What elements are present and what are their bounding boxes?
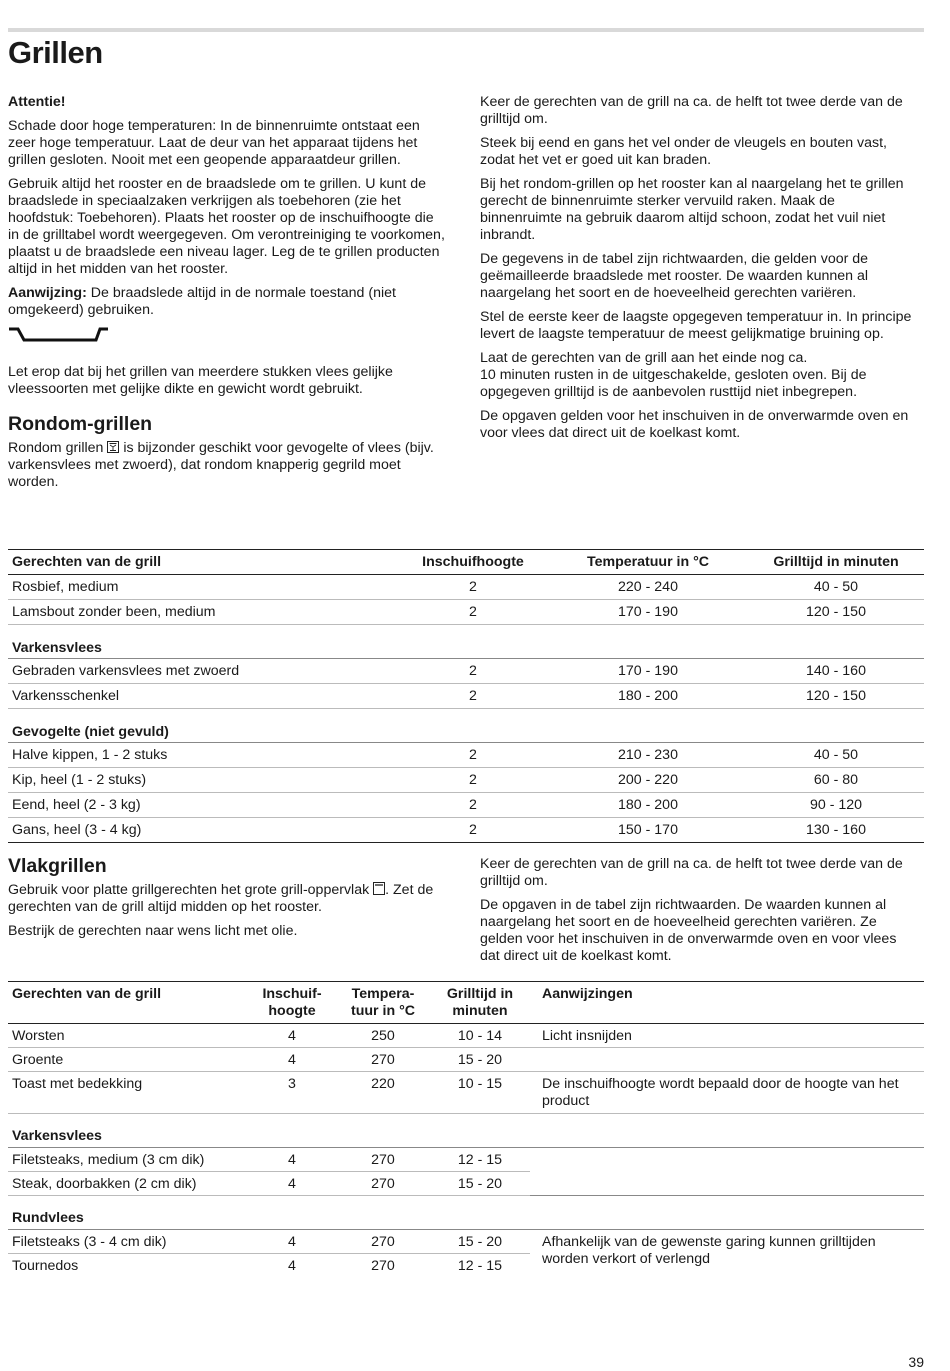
cell-dish: Steak, doorbakken (2 cm dik) bbox=[8, 1172, 248, 1196]
oven-info-text: De opgaven gelden voor het inschuiven in de onverwarmde oven en voor vlees dat direct uit de koelkast komt. bbox=[480, 408, 909, 441]
cell-dish: Filetsteaks, medium (3 cm dik) bbox=[8, 1148, 248, 1172]
cell-dish: Toast met bedekking bbox=[8, 1072, 248, 1114]
table-row bbox=[8, 659, 924, 684]
cell-height: 2 bbox=[398, 743, 548, 768]
cell-height: 4 bbox=[248, 1148, 336, 1172]
table-header-row bbox=[8, 982, 924, 1024]
col-header-notes: Aanwijzingen bbox=[530, 982, 924, 1024]
cell-temperature: 170 - 190 bbox=[548, 600, 748, 625]
cell-temperature: 270 bbox=[336, 1172, 430, 1196]
cell-temperature: 180 - 200 bbox=[548, 684, 748, 709]
note-text: De braadslede altijd in de normale toestand (niet omgekeerd) gebruiken. bbox=[8, 285, 396, 318]
note-label: Aanwijzing: bbox=[8, 285, 87, 301]
cell-height: 2 bbox=[398, 793, 548, 818]
col-header-dish: Gerechten van de grill bbox=[8, 550, 398, 575]
table-header-row bbox=[8, 550, 924, 575]
col-header-time: Grilltijd in minuten bbox=[430, 982, 530, 1024]
cell-height: 4 bbox=[248, 1024, 336, 1048]
cell-temperature: 220 bbox=[336, 1072, 430, 1114]
col-header-height: Inschuif- hoogte bbox=[248, 982, 336, 1024]
cell-time: 12 - 15 bbox=[430, 1148, 530, 1172]
cell-time: 15 - 20 bbox=[430, 1230, 530, 1254]
cell-dish: Groente bbox=[8, 1048, 248, 1072]
cell-height: 2 bbox=[398, 575, 548, 600]
cell-dish: Worsten bbox=[8, 1024, 248, 1048]
warning-text: Schade door hoge temperaturen: In de binnenruimte ontstaat een zeer hoge temperatuur. Laat de deur van het apparaat tijdens het grillen gesloten. Nooit met een geopende apparaatdeur grillen. bbox=[8, 118, 420, 168]
cell-notes-empty bbox=[530, 1148, 924, 1196]
cell-temperature: 220 - 240 bbox=[548, 575, 748, 600]
grill-table bbox=[8, 549, 924, 843]
cell-height: 2 bbox=[398, 659, 548, 684]
cell-notes: Licht insnijden bbox=[530, 1024, 924, 1048]
col-header-temperature: Tempera- tuur in °C bbox=[336, 982, 430, 1024]
right-column bbox=[480, 94, 920, 449]
temperature-advice-text: Stel de eerste keer de laagste opgegeven temperatuur in. In principe levert de laagste temperatuur de meest gelijkmatige bruining op. bbox=[480, 309, 912, 342]
table-row bbox=[8, 743, 924, 768]
cell-dish: Varkensschenkel bbox=[8, 684, 398, 709]
cell-temperature: 270 bbox=[336, 1048, 430, 1072]
rondom-grill-icon bbox=[107, 441, 119, 453]
vlak-text-b: . Zet de gerechten van de grill altijd midden op het rooster. bbox=[8, 882, 434, 915]
vlak-guide-values: De opgaven in de tabel zijn richtwaarden. De waarden kunnen al naargelang het soort en de hoeveelheid gerechten variëren. Ze gelden voor het inschuiven in de onverwarmde oven en voor vlees dat direct uit de koelkast komt. bbox=[480, 897, 897, 964]
cell-time: 15 - 20 bbox=[430, 1048, 530, 1072]
table-row bbox=[8, 600, 924, 625]
cell-dish: Eend, heel (2 - 3 kg) bbox=[8, 793, 398, 818]
cell-temperature: 200 - 220 bbox=[548, 768, 748, 793]
table-row bbox=[8, 1230, 924, 1254]
table-row bbox=[8, 575, 924, 600]
vlak-left-column bbox=[8, 854, 448, 947]
left-column bbox=[8, 94, 448, 498]
table-row bbox=[8, 1072, 924, 1114]
cell-time: 120 - 150 bbox=[748, 684, 924, 709]
cell-time: 60 - 80 bbox=[748, 768, 924, 793]
baking-tray-icon bbox=[8, 326, 110, 346]
cell-height: 4 bbox=[248, 1172, 336, 1196]
cell-temperature: 210 - 230 bbox=[548, 743, 748, 768]
table-row bbox=[8, 1024, 924, 1048]
vlak-turn-advice: Keer de gerechten van de grill na ca. de helft tot twee derde van de grilltijd om. bbox=[480, 856, 903, 889]
note-paragraph bbox=[8, 285, 448, 319]
cell-temperature: 250 bbox=[336, 1024, 430, 1048]
table-row bbox=[8, 1148, 924, 1172]
guide-values-text: De gegevens in de tabel zijn richtwaarden, die gelden voor de geëmailleerde braadslede met rooster. De waarden kunnen al naargelang het soort en de hoeveelheid gerechten variëren. bbox=[480, 251, 869, 301]
table-row bbox=[8, 1048, 924, 1072]
col-header-temperature: Temperatuur in °C bbox=[548, 550, 748, 575]
table-row bbox=[8, 684, 924, 709]
meat-advice-text: Let erop dat bij het grillen van meerdere stukken vlees gelijke vleessoorten met gelijke dikte en gewicht wordt gebruikt. bbox=[8, 364, 393, 397]
cell-height: 2 bbox=[398, 684, 548, 709]
rondom-heading: Rondom-grillen bbox=[8, 413, 153, 435]
vlak-text bbox=[8, 882, 448, 916]
cell-time: 140 - 160 bbox=[748, 659, 924, 684]
cell-notes bbox=[530, 1048, 924, 1072]
cell-dish: Gans, heel (3 - 4 kg) bbox=[8, 818, 398, 843]
cell-height: 4 bbox=[248, 1230, 336, 1254]
cell-dish: Halve kippen, 1 - 2 stuks bbox=[8, 743, 398, 768]
table-row bbox=[8, 793, 924, 818]
page-number: 39 bbox=[908, 1354, 924, 1370]
cell-notes: Afhankelijk van de gewenste garing kunnen grilltijden worden verkort of verlengd bbox=[542, 1234, 876, 1267]
rondom-text-a: Rondom grillen bbox=[8, 440, 108, 456]
group-row bbox=[8, 625, 924, 659]
group-label-poultry: Gevogelte (niet gevuld) bbox=[8, 709, 924, 743]
cell-dish: Rosbief, medium bbox=[8, 575, 398, 600]
cell-height: 2 bbox=[398, 768, 548, 793]
surface-grill-table bbox=[8, 981, 924, 1278]
surface-grill-icon bbox=[373, 882, 385, 895]
group-row bbox=[8, 1196, 924, 1230]
cell-time: 12 - 15 bbox=[457, 1258, 503, 1274]
cell-temperature: 180 - 200 bbox=[548, 793, 748, 818]
cell-notes: De inschuifhoogte wordt bepaald door de hoogte van het product bbox=[530, 1072, 924, 1114]
oil-advice-text: Bestrijk de gerechten naar wens licht met olie. bbox=[8, 923, 298, 939]
cell-time: 130 - 160 bbox=[748, 818, 924, 843]
rondom-text bbox=[8, 440, 448, 491]
group-row bbox=[8, 1114, 924, 1148]
rest-advice-b: 10 minuten rusten in de uitgeschakelde, gesloten oven. Bij de opgegeven grilltijd is de aanbevolen rusttijd niet inbegrepen. bbox=[480, 367, 867, 400]
cell-temperature: 150 - 170 bbox=[548, 818, 748, 843]
poultry-advice-text: Steek bij eend en gans het vel onder de vleugels en bouten vast, zodat het vet er goed uit kan braden. bbox=[480, 135, 887, 168]
cell-dish: Kip, heel (1 - 2 stuks) bbox=[8, 768, 398, 793]
cell-temperature: 170 - 190 bbox=[548, 659, 748, 684]
cell-time: 40 - 50 bbox=[748, 743, 924, 768]
cell-time: 15 - 20 bbox=[430, 1172, 530, 1196]
cell-height: 2 bbox=[398, 818, 548, 843]
cell-height: 4 bbox=[288, 1258, 296, 1274]
rest-advice-a: Laat de gerechten van de grill aan het einde nog ca. bbox=[480, 350, 808, 366]
cell-dish: Tournedos bbox=[12, 1258, 79, 1274]
cell-temperature: 270 bbox=[336, 1148, 430, 1172]
table-row bbox=[8, 818, 924, 843]
turn-advice-text: Keer de gerechten van de grill na ca. de helft tot twee derde van de grilltijd om. bbox=[480, 94, 903, 127]
group-label-pork: Varkensvlees bbox=[8, 1114, 924, 1148]
group-row bbox=[8, 709, 924, 743]
top-rule bbox=[8, 28, 924, 32]
attention-heading: Attentie! bbox=[8, 94, 66, 110]
cell-dish: Lamsbout zonder been, medium bbox=[8, 600, 398, 625]
cell-dish: Gebraden varkensvlees met zwoerd bbox=[8, 659, 398, 684]
table-row bbox=[8, 768, 924, 793]
cell-time: 90 - 120 bbox=[748, 793, 924, 818]
vlak-heading: Vlakgrillen bbox=[8, 855, 107, 877]
cell-dish: Filetsteaks (3 - 4 cm dik) bbox=[8, 1230, 248, 1254]
grill-usage-text: Gebruik altijd het rooster en de braadslede om te grillen. U kunt de braadslede in speciaalzaken verkrijgen als toebehoren (zie het hoofdstuk: Toebehoren). Plaats het rooster op de inschuifhoogte die in de grilltabel wordt weergegeven. Om verontreiniging te voorkomen, plaatst u de braadslede een niveau lager. Leg de te grillen producten altijd in het midden van het rooster. bbox=[8, 176, 445, 277]
cell-time: 40 - 50 bbox=[748, 575, 924, 600]
cell-temperature: 270 bbox=[336, 1230, 430, 1254]
col-header-dish: Gerechten van de grill bbox=[8, 982, 248, 1024]
cell-temperature: 270 bbox=[371, 1258, 395, 1274]
cell-time: 120 - 150 bbox=[748, 600, 924, 625]
col-header-height: Inschuifhoogte bbox=[398, 550, 548, 575]
cell-height: 2 bbox=[398, 600, 548, 625]
cell-time: 10 - 15 bbox=[430, 1072, 530, 1114]
cell-height: 3 bbox=[248, 1072, 336, 1114]
vlak-right-column bbox=[480, 856, 920, 972]
page-title: Grillen bbox=[8, 35, 103, 70]
cell-time: 10 - 14 bbox=[430, 1024, 530, 1048]
col-header-time: Grilltijd in minuten bbox=[748, 550, 924, 575]
rondom-text-b: is bijzonder geschikt voor gevogelte of vlees (bijv. varkensvlees met zwoerd), dat rondom knapperig gegrild moet worden. bbox=[8, 440, 434, 490]
cell-height: 4 bbox=[248, 1048, 336, 1072]
group-label-pork: Varkensvlees bbox=[8, 625, 924, 659]
cleaning-advice-text: Bij het rondom-grillen op het rooster kan al naargelang het te grillen gerecht de binnenruimte sterker vervuild raken. Maak de binnenruimte na gebruik daarom altijd schoon, zodat het vuil niet inbrandt. bbox=[480, 176, 904, 243]
vlak-text-a: Gebruik voor platte grillgerechten het grote grill-oppervlak bbox=[8, 882, 374, 898]
group-label-beef: Rundvlees bbox=[8, 1196, 924, 1230]
rest-advice-text bbox=[480, 350, 920, 401]
